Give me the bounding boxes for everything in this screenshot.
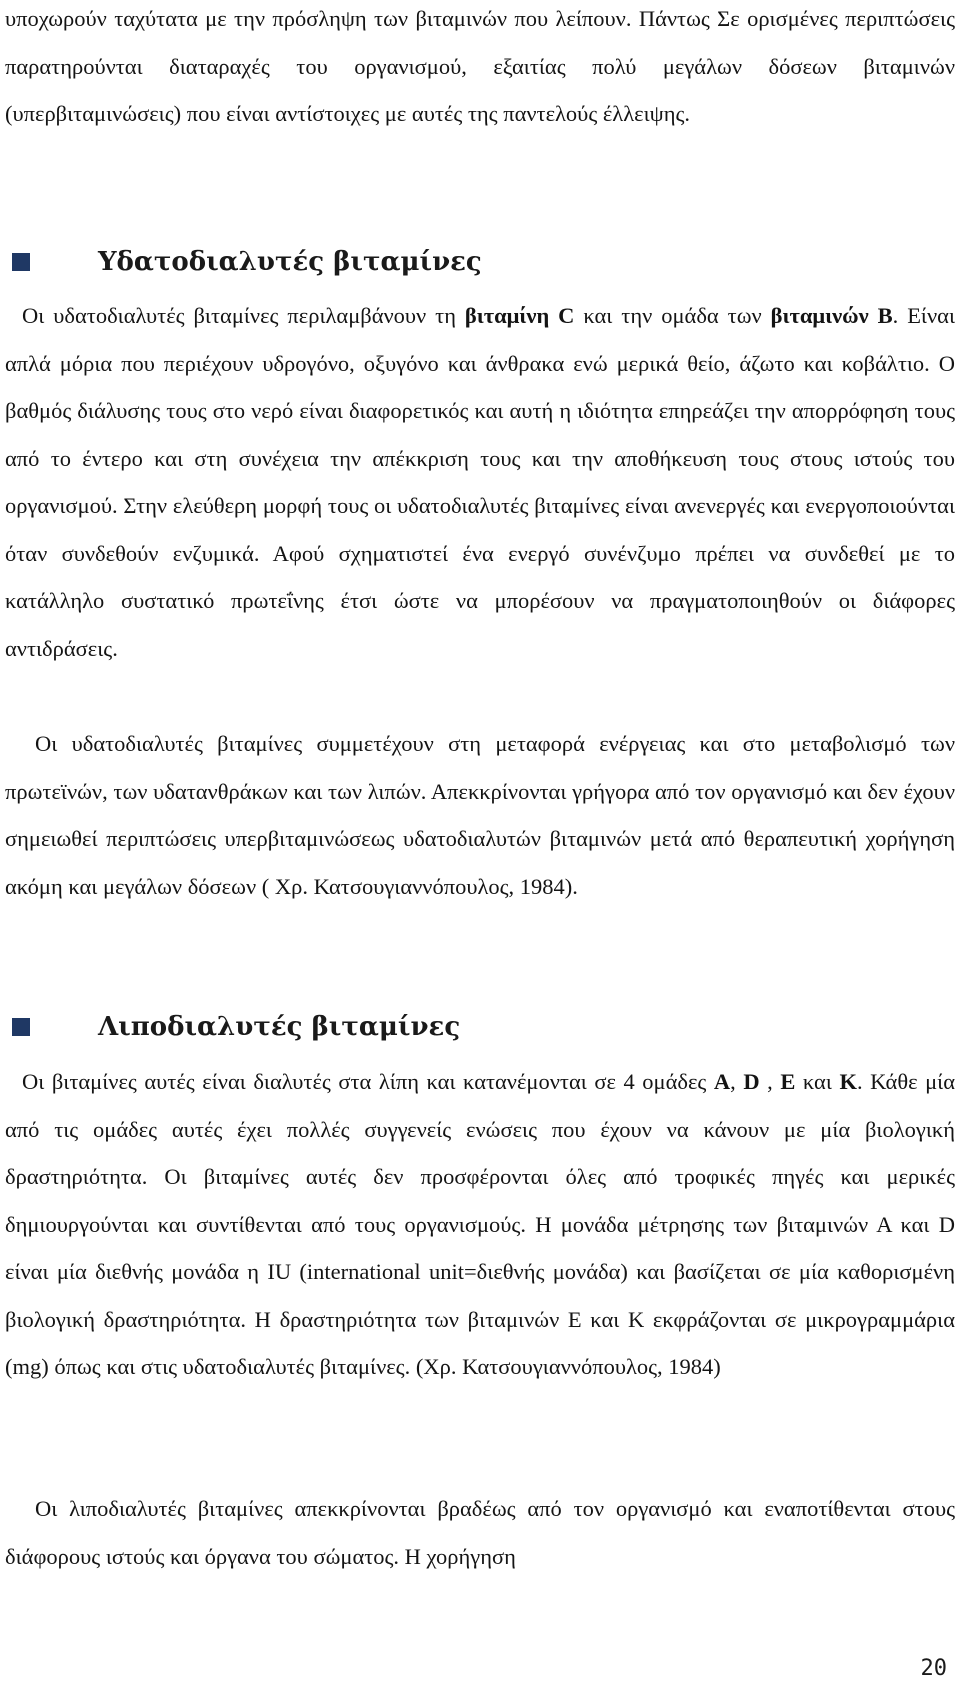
water-soluble-paragraph-2: Οι υδατοδιαλυτές βιταμίνες συμμετέχουν στη μεταφορά ενέργειας και στο μεταβολισμό των πρωτεϊνών, των υδατανθράκων και των λιπών. Απεκκρίνονται γρήγορα από τον οργανισμό και δεν έχουν σημειωθεί περιπτώσεις υπερβιταμινώσεως υδατοδιαλυτών βιταμινών μετά από θεραπευτική χορήγηση ακόμη και μεγάλων δόσεων ( Χρ. Κατσουγιαννόπουλος, 1984). [5, 731, 955, 899]
water-soluble-paragraph-1 [5, 292, 955, 672]
page-number: 20 [920, 1656, 947, 1681]
bold-term: A [713, 1069, 731, 1094]
bold-term: βιταμίνη C [464, 303, 575, 328]
heading-text: Λιποδιαλυτές βιταμίνες [98, 1012, 461, 1042]
section-heading-water-soluble [12, 247, 482, 277]
fat-soluble-paragraph-1 [5, 1058, 955, 1391]
text-run: και την ομάδα των [574, 303, 771, 328]
square-bullet-icon [12, 253, 30, 271]
heading-text: Υδατοδιαλυτές βιταμίνες [98, 247, 482, 277]
text-run: . Κάθε μία από τις ομάδες αυτές έχει πολλές συγγενείς ενώσεις που έχουν να κάνουν με μία βιολογική δραστηριότητα. Οι βιταμίνες αυτές δεν προσφέρονται όλες από τροφικές πηγές και μερικές δημιουργούνται και συντίθενται από τους οργανισμούς. Η μονάδα μέτρησης των βιταμινών Α και D είναι μία διεθνής μονάδα η IU (international unit=διεθνής μονάδα) και βασίζεται σε μία καθορισμένη βιολογική δραστηριότητα. Η δραστηριότητα των βιταμινών Ε και Κ εκφράζονται σε μικρογραμμάρια (mg) όπως και στις υδατοδιαλυτές βιταμίνες. (Χρ. Κατσουγιαννόπουλος, 1984) [5, 1069, 956, 1379]
bold-term: D [743, 1069, 760, 1094]
fat-soluble-paragraph-2: Οι λιποδιαλυτές βιταμίνες απεκκρίνονται βραδέως από τον οργανισμό και εναποτίθενται στους διάφορους ιστούς και όργανα του σώματος. Η χορήγηση [5, 1496, 955, 1569]
bold-term: βιταμινών B [770, 303, 893, 328]
text-run: , [759, 1069, 781, 1094]
text-run: Οι υδατοδιαλυτές βιταμίνες περιλαμβάνουν τη [22, 303, 465, 328]
intro-paragraph: υποχωρούν ταχύτατα με την πρόσληψη των βιταμινών που λείπουν. Πάντως Σε ορισμένες περιπτώσεις παρατηρούνται διαταραχές του οργανισμού, εξαιτίας πολύ μεγάλων δόσεων βιταμινών (υπερβιταμινώσεις) που είναι αντίστοιχες με αυτές της παντελούς έλλειψης. [5, 6, 955, 126]
section-heading-fat-soluble [12, 1012, 460, 1042]
square-bullet-icon [12, 1018, 30, 1036]
text-run: Οι βιταμίνες αυτές είναι διαλυτές στα λίπη και κατανέμονται σε 4 ομάδες [22, 1069, 714, 1094]
bold-term: E [780, 1069, 796, 1094]
text-run: . Είναι απλά μόρια που περιέχουν υδρογόνο, οξυγόνο και άνθρακα ενώ μερικά θείο, άζωτο και κοβάλτιο. Ο βαθμός διάλυσης τους στο νερό είναι διαφορετικός και αυτή η ιδιότητα επηρεάζει την απορρόφηση τους από το έντερο και στη συνέχεια την απέκκριση τους και την αποθήκευση τους στους ιστούς του οργανισμού. Στην ελεύθερη μορφή τους οι υδατοδιαλυτές βιταμίνες είναι ανενεργές και ενεργοποιούνται όταν συνδεθούν ενζυμικά. Αφού σχηματιστεί ένα ενεργό συνένζυμο πρέπει να συνδεθεί με το κατάλληλο συστατικό πρωτεΐνης έτσι ώστε να μπορέσουν να πραγματοποιηθούν οι διάφορες αντιδράσεις. [5, 303, 956, 661]
bold-term: K [839, 1069, 857, 1094]
text-run: , [730, 1069, 744, 1094]
text-run: και [795, 1069, 840, 1094]
